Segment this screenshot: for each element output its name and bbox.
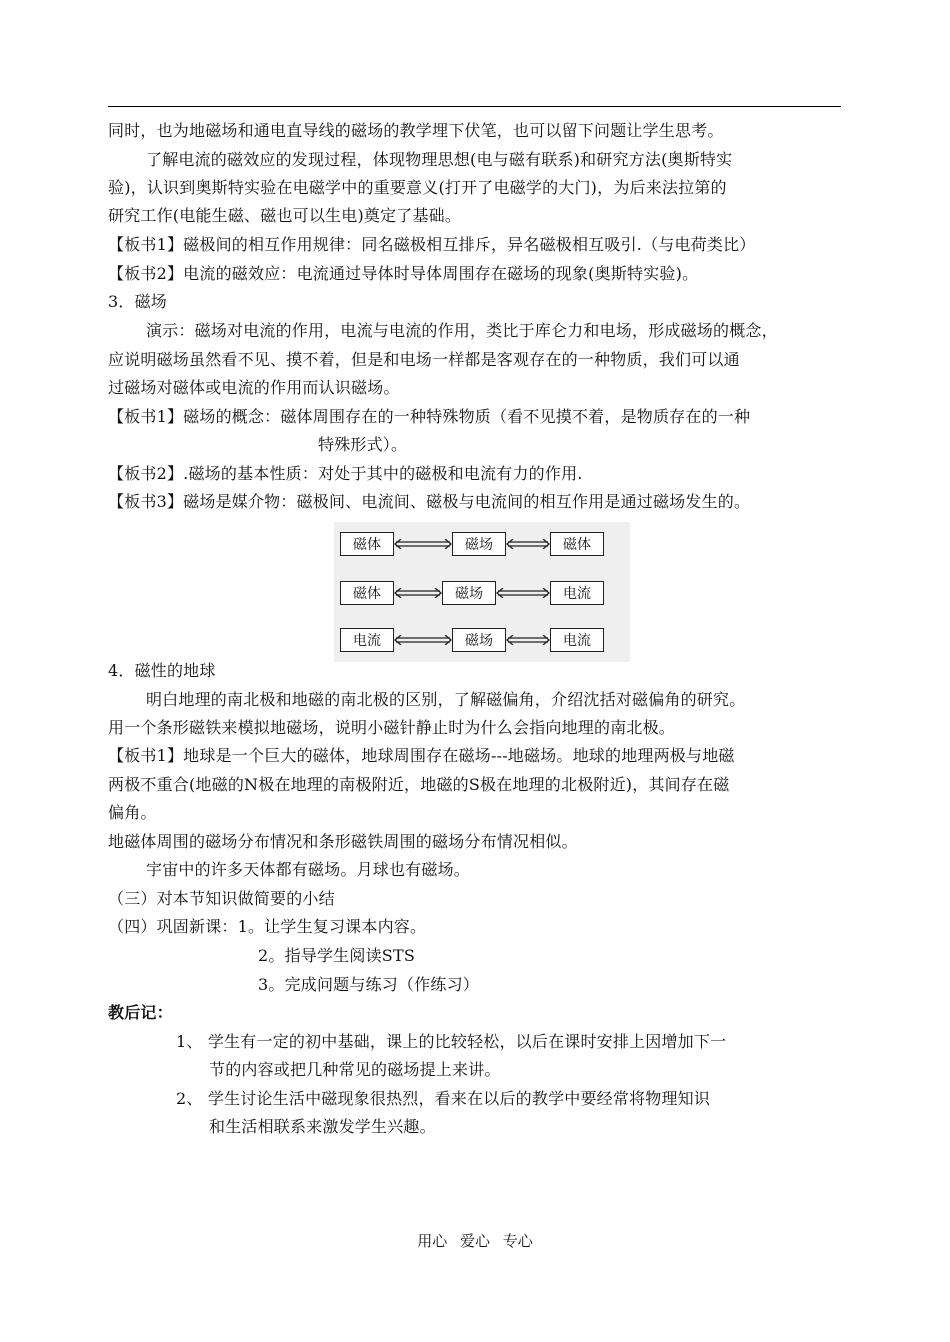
double-arrow-icon xyxy=(496,588,550,598)
note-item: 1、 学生有一定的初中基础，课上的比较轻松，以后在课时安排上因增加下一 xyxy=(176,1032,727,1051)
interaction-diagram xyxy=(334,522,630,662)
board-note: 【板书2】.磁场的基本性质：对处于其中的磁极和电流有力的作用. xyxy=(108,464,583,483)
paragraph-line: 验)，认识到奥斯特实验在电磁学中的重要意义(打开了电磁学的大门)，为后来法拉第的 xyxy=(108,178,727,197)
diagram-box: 电流 xyxy=(550,628,604,652)
board-note: 【板书2】电流的磁效应：电流通过导体时导体周围存在磁场的现象(奥斯特实验)。 xyxy=(108,264,699,283)
header-rule xyxy=(108,106,841,107)
diagram-box: 磁场 xyxy=(442,581,496,605)
double-arrow-icon xyxy=(394,588,442,598)
paragraph-line: 用一个条形磁铁来模拟地磁场，说明小磁针静止时为什么会指向地理的南北极。 xyxy=(108,718,676,737)
paragraph-line: 演示：磁场对电流的作用，电流与电流的作用，类比于库仑力和电场，形成磁场的概念， xyxy=(146,321,778,340)
paragraph-line: 明白地理的南北极和地磁的南北极的区别，了解磁偏角，介绍沈括对磁偏角的研究。 xyxy=(146,690,746,709)
note-item: 节的内容或把几种常见的磁场提上来讲。 xyxy=(209,1060,501,1079)
double-arrow-icon xyxy=(506,635,550,645)
diagram-box: 磁体 xyxy=(340,581,394,605)
double-arrow-icon xyxy=(506,539,550,549)
board-note: 偏角。 xyxy=(108,803,157,822)
section-heading: （三）对本节知识做简要的小结 xyxy=(108,889,335,908)
diagram-box: 磁体 xyxy=(340,532,394,556)
board-note: 两极不重合(地磁的N极在地理的南极附近，地磁的S极在地理的北极附近)，其间存在磁 xyxy=(108,775,730,794)
page-footer: 用心 爱心 专心 xyxy=(417,1232,533,1250)
section-heading: 4．磁性的地球 xyxy=(108,661,216,680)
note-item: 和生活相联系来激发学生兴趣。 xyxy=(209,1117,436,1136)
board-note: 【板书1】磁极间的相互作用规律：同名磁极相互排斥，异名磁极相互吸引.（与电荷类比） xyxy=(108,235,756,254)
paragraph-line: 研究工作(电能生磁、磁也可以生电)奠定了基础。 xyxy=(108,206,462,225)
diagram-box: 磁场 xyxy=(452,532,506,556)
diagram-box: 磁体 xyxy=(550,532,604,556)
paragraph-line: 宇宙中的许多天体都有磁场。月球也有磁场。 xyxy=(146,860,471,879)
board-note: 【板书1】磁场的概念：磁体周围存在的一种特殊物质（看不见摸不着，是物质存在的一种 xyxy=(108,407,751,426)
notes-title: 教后记： xyxy=(108,1003,173,1022)
board-note: 【板书3】磁场是媒介物：磁极间、电流间、磁极与电流间的相互作用是通过磁场发生的。 xyxy=(108,492,751,511)
diagram-box: 电流 xyxy=(340,628,394,652)
section-heading: （四）巩固新课：1。让学生复习课本内容。 xyxy=(108,917,427,936)
board-note: 【板书1】地球是一个巨大的磁体，地球周围存在磁场---地磁场。地球的地理两极与地磁 xyxy=(108,746,735,765)
diagram-box: 磁场 xyxy=(452,628,506,652)
section-heading: 3．磁场 xyxy=(108,292,167,311)
board-note: 特殊形式）。 xyxy=(318,435,408,454)
paragraph-line: 了解电流的磁效应的发现过程，体现物理思想(电与磁有联系)和研究方法(奥斯特实 xyxy=(146,150,733,169)
note-item: 2、 学生讨论生活中磁现象很热烈，看来在以后的教学中要经常将物理知识 xyxy=(176,1089,711,1108)
paragraph-line: 应说明磁场虽然看不见、摸不着，但是和电场一样都是客观存在的一种物质，我们可以通 xyxy=(108,350,740,369)
double-arrow-icon xyxy=(394,635,452,645)
diagram-box: 电流 xyxy=(550,581,604,605)
list-item: 2。指导学生阅读STS xyxy=(258,946,415,965)
list-item: 3。完成问题与练习（作练习） xyxy=(258,975,479,994)
paragraph-line: 同时，也为地磁场和通电直导线的磁场的教学埋下伏笔，也可以留下问题让学生思考。 xyxy=(108,121,724,140)
double-arrow-icon xyxy=(394,539,452,549)
paragraph-line: 地磁体周围的磁场分布情况和条形磁铁周围的磁场分布情况相似。 xyxy=(108,832,578,851)
paragraph-line: 过磁场对磁体或电流的作用而认识磁场。 xyxy=(108,378,400,397)
